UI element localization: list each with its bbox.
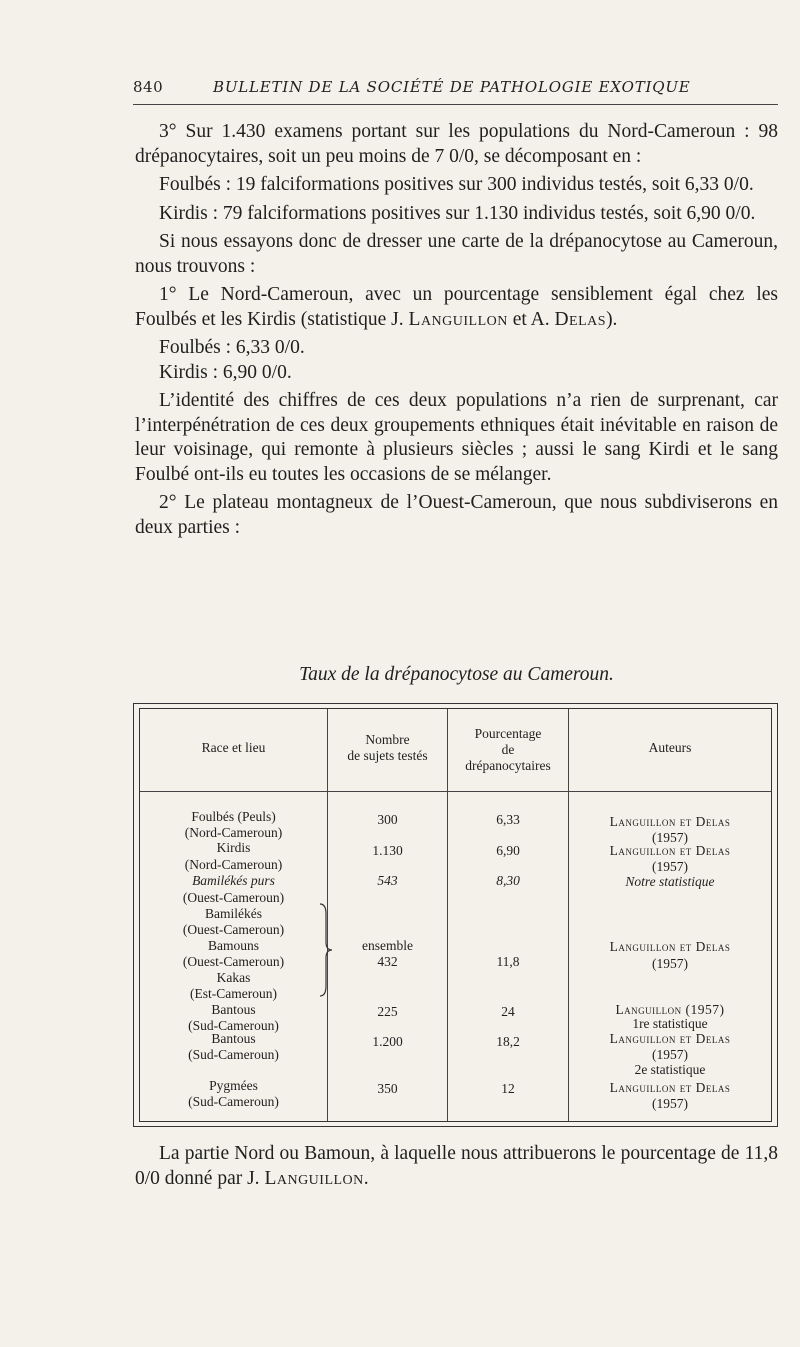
paragraph-identity: L’identité des chiffres de ces deux populations n’a rien de surprenant, car l’interpénétration de ces deux groupements ethniques était inévitable en raison de leur voisinage, qui remonte à plusieurs siècles ; aussi le sang Kirdi et le sang Foulbé ont-ils eu toutes les occasions de se mélanger. xyxy=(135,390,778,485)
th-pct-1: Pourcentage xyxy=(474,726,542,741)
cell-race-place: (Est-Cameroun) xyxy=(190,986,277,1001)
cell-auteurs: Languillon (1957) xyxy=(615,1002,725,1017)
paragraph-foulbes: Foulbés : 19 falciformations positives sur 300 individus testés, soit 6,33 0/0. xyxy=(159,174,754,195)
cell-pct: 6,90 xyxy=(496,843,520,858)
author-delas: Delas xyxy=(554,308,607,330)
cell-race-place: (Nord-Cameroun) xyxy=(184,857,283,872)
cell-auteurs-year: (1957) xyxy=(652,1047,688,1062)
paragraph-foulbes-rate: Foulbés : 6,33 0/0. xyxy=(159,337,305,358)
paragraph-kirdis: Kirdis : 79 falciformations positives sur 1.130 individus testés, soit 6,90 0/0. xyxy=(159,202,756,224)
cell-nombre: 543 xyxy=(377,873,398,888)
cell-auteurs-note: 2e statistique xyxy=(634,1062,706,1077)
point-1-text-c: ). xyxy=(606,308,618,330)
cell-auteurs: Languillon et Delas xyxy=(609,843,731,858)
th-auteurs: Auteurs xyxy=(648,740,692,755)
cell-pct: 24 xyxy=(501,1004,515,1019)
cell-auteurs-year: (1957) xyxy=(652,1096,688,1111)
cell-auteurs: Languillon et Delas xyxy=(609,814,731,829)
cell-race: Kakas xyxy=(216,970,251,985)
author-languillon: Languillon xyxy=(264,1167,364,1189)
cell-nombre: 350 xyxy=(377,1081,398,1096)
cell-nombre: 1.200 xyxy=(372,1034,403,1049)
cell-race: Pygmées xyxy=(209,1078,258,1093)
th-nombre-1: Nombre xyxy=(365,732,410,747)
cell-auteurs-year: (1957) xyxy=(652,859,688,874)
paragraph-point-2: 2° Le plateau montagneux de l’Ouest-Cameroun, que nous subdiviserons en deux parties : xyxy=(135,492,778,538)
point-1-text-b: et A. xyxy=(507,308,555,330)
cell-race: Bamilékés xyxy=(205,906,262,921)
table-caption: Taux de la drépanocytose au Cameroun. xyxy=(299,664,614,685)
cell-race-place: (Ouest-Cameroun) xyxy=(182,890,285,905)
cell-auteurs: Notre statistique xyxy=(625,874,715,889)
bamoun-text: La partie Nord ou Bamoun, à laquelle nous attribuerons le pourcentage de 11,8 0/0 donné par J. xyxy=(135,1143,778,1189)
cell-pct: 6,33 xyxy=(496,812,520,827)
paragraph-map-intro: Si nous essayons donc de dresser une carte de la drépanocytose au Cameroun, nous trouvons : xyxy=(135,231,778,277)
th-nombre-2: de sujets testés xyxy=(347,748,428,763)
paragraph-kirdis-rate: Kirdis : 6,90 0/0. xyxy=(159,361,292,383)
cell-auteurs: Languillon et Delas xyxy=(609,939,731,954)
author-languillon: Languillon xyxy=(408,308,508,330)
cell-pct: 8,30 xyxy=(496,873,520,888)
cell-race: Bamilékés purs xyxy=(192,873,275,888)
cell-nombre: 300 xyxy=(377,812,398,827)
cell-auteurs: Languillon et Delas xyxy=(609,1080,731,1095)
header-rule xyxy=(133,104,778,105)
th-race: Race et lieu xyxy=(201,740,266,755)
cell-pct: 11,8 xyxy=(496,954,520,969)
cell-race: Foulbés (Peuls) xyxy=(191,809,276,824)
cell-pct: 12 xyxy=(501,1081,515,1096)
paragraph-north-cameroon: 3° Sur 1.430 examens portant sur les populations du Nord-Cameroun : 98 drépanocytaires, soit un peu moins de 7 0/0, se décomposant en : xyxy=(135,121,778,167)
cell-nombre: 432 xyxy=(377,954,398,969)
cell-nombre: 1.130 xyxy=(372,843,403,858)
cell-auteurs-note: 1re statistique xyxy=(632,1016,708,1031)
cell-race-place: (Sud-Cameroun) xyxy=(188,1047,279,1062)
cell-auteurs: Languillon et Delas xyxy=(609,1031,731,1046)
cell-nombre-ensemble: ensemble xyxy=(362,938,413,953)
cell-race-place: (Nord-Cameroun) xyxy=(184,825,283,840)
page-number: 840 xyxy=(133,78,164,96)
running-header xyxy=(133,78,778,100)
th-pct-3: drépanocytaires xyxy=(465,758,551,773)
cell-race-place: (Ouest-Cameroun) xyxy=(182,954,285,969)
point-1-text: 1° Le Nord-Cameroun, avec un pourcentage sensiblement égal chez les Foulbés et les Kirdis (statistique J. xyxy=(135,284,778,330)
cell-race: Bantous xyxy=(211,1002,256,1017)
paragraph-bamoun xyxy=(135,1142,778,1191)
cell-race: Bantous xyxy=(211,1031,256,1046)
th-pct-2: de xyxy=(501,742,515,757)
cell-race-place: (Sud-Cameroun) xyxy=(188,1018,279,1033)
cell-auteurs-year: (1957) xyxy=(652,956,688,971)
cell-race-place: (Sud-Cameroun) xyxy=(188,1094,279,1109)
table-header-rule xyxy=(140,791,771,792)
body-text xyxy=(135,120,778,544)
bamoun-text-end: . xyxy=(363,1167,369,1189)
paragraph-point-1 xyxy=(135,283,778,332)
cell-pct: 18,2 xyxy=(496,1034,520,1049)
cell-race: Kirdis xyxy=(216,840,251,855)
cell-nombre: 225 xyxy=(377,1004,398,1019)
cell-race-place: (Ouest-Cameroun) xyxy=(182,922,285,937)
journal-title: BULLETIN DE LA SOCIÉTÉ DE PATHOLOGIE EXOTIQUE xyxy=(213,78,691,96)
cell-race: Bamouns xyxy=(207,938,259,953)
cell-auteurs-year: (1957) xyxy=(652,830,688,845)
